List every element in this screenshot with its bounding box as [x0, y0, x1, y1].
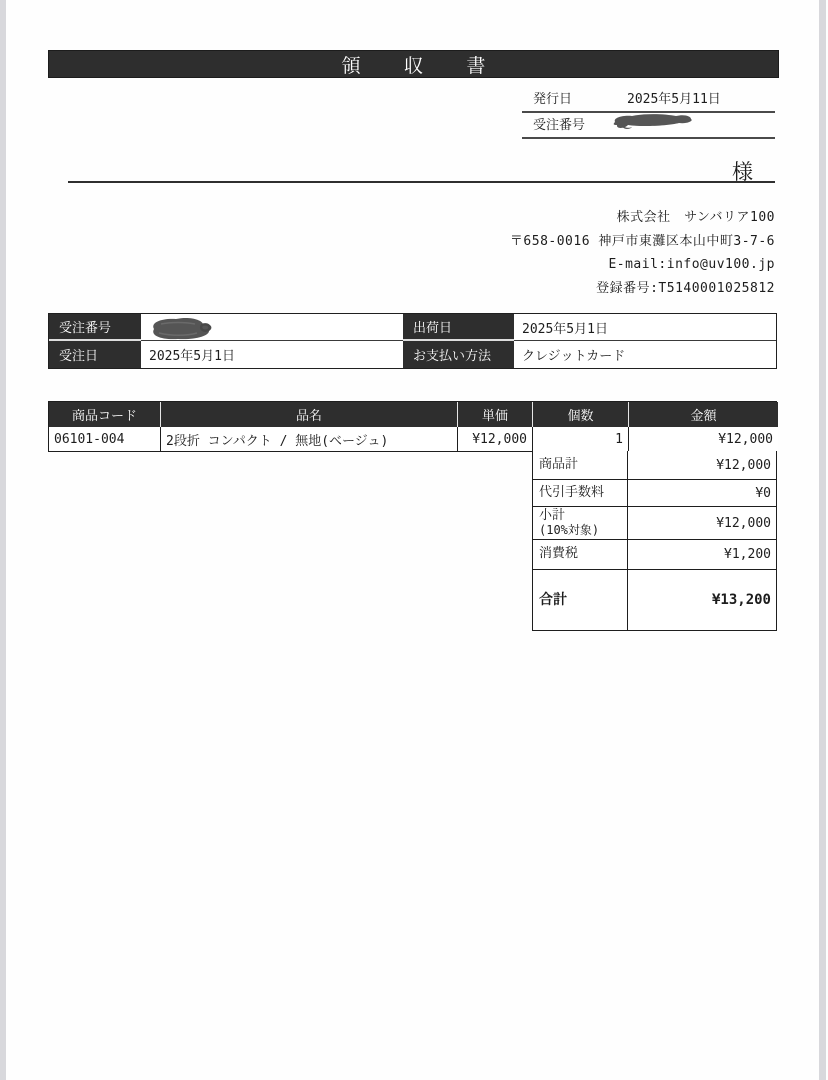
header-product-name: 品名: [161, 402, 458, 427]
order-number-label: 受注番号: [533, 118, 586, 133]
summary-label-sub: (10%対象): [539, 522, 600, 537]
photo-edge-left: [0, 0, 6, 1080]
item-row: [49, 427, 776, 451]
item-quantity: 1: [533, 427, 629, 451]
summary-total-value: ¥13,200: [711, 592, 771, 608]
item-amount: ¥12,000: [629, 427, 778, 451]
issue-block: [522, 94, 775, 139]
item-name: 2段折 コンパクト / 無地(ベージュ): [161, 427, 458, 451]
summary-total-label: 合計: [539, 591, 567, 608]
issue-date-label: 発行日: [533, 92, 573, 107]
header-product-code: 商品コード: [49, 402, 161, 427]
payment-method-label-cell: お支払い方法: [403, 341, 514, 368]
summary-label: 消費税: [539, 546, 579, 562]
summary-row-subtotal-items: [533, 451, 776, 480]
summary-label: 商品計: [539, 456, 579, 472]
summary-row-cod-fee: [533, 480, 776, 507]
item-code: 06101-004: [49, 427, 161, 451]
summary-value: ¥12,000: [716, 515, 771, 531]
photo-edge-right: [819, 0, 826, 1080]
payment-method-value-cell: クレジットカード: [514, 341, 776, 368]
header-quantity: 個数: [533, 402, 629, 427]
order-no-label-cell: 受注番号: [49, 314, 141, 341]
item-table: [48, 401, 777, 452]
summary-row-total: [533, 570, 776, 630]
order-info-row-1: [49, 314, 776, 341]
order-info-table: [48, 313, 777, 369]
seller-block: [360, 206, 775, 300]
recipient-honorific: 様: [732, 160, 755, 184]
order-number-row: [522, 113, 775, 139]
seller-address: 〒658-0016 神戸市東灘区本山中町3-7-6: [509, 233, 775, 249]
seller-company: 株式会社 サンバリア100: [616, 210, 775, 225]
order-no-value-cell: [141, 314, 403, 341]
summary-row-tax: [533, 540, 776, 570]
item-table-header: [49, 402, 776, 427]
summary-value: ¥1,200: [724, 547, 771, 562]
issue-date-value: 2025年5月11日: [627, 92, 721, 107]
ship-date-label-cell: 出荷日: [403, 314, 514, 341]
item-unit-price: ¥12,000: [458, 427, 533, 451]
seller-email: E-mail:info@uv100.jp: [608, 257, 775, 272]
summary-value: ¥0: [755, 485, 771, 501]
order-info-row-2: [49, 341, 776, 368]
summary-label: 小計: [539, 507, 566, 523]
header-amount: 金額: [629, 402, 778, 427]
summary-row-subtotal-taxable: [533, 507, 776, 540]
order-date-value-cell: 2025年5月1日: [141, 341, 403, 368]
recipient-line: [68, 156, 775, 183]
redaction-scribble-icon: [608, 111, 696, 135]
summary-value: ¥12,000: [716, 457, 771, 473]
header-unit-price: 単価: [458, 402, 533, 427]
order-date-label-cell: 受注日: [49, 341, 141, 368]
summary-block: [532, 451, 777, 631]
receipt-title-bar: [48, 50, 779, 78]
receipt-title: 領 収 書: [341, 54, 502, 77]
summary-label: 代引手数料: [539, 484, 605, 500]
ship-date-value-cell: 2025年5月1日: [514, 314, 776, 341]
seller-registration-number: 登録番号:T5140001025812: [596, 280, 775, 296]
